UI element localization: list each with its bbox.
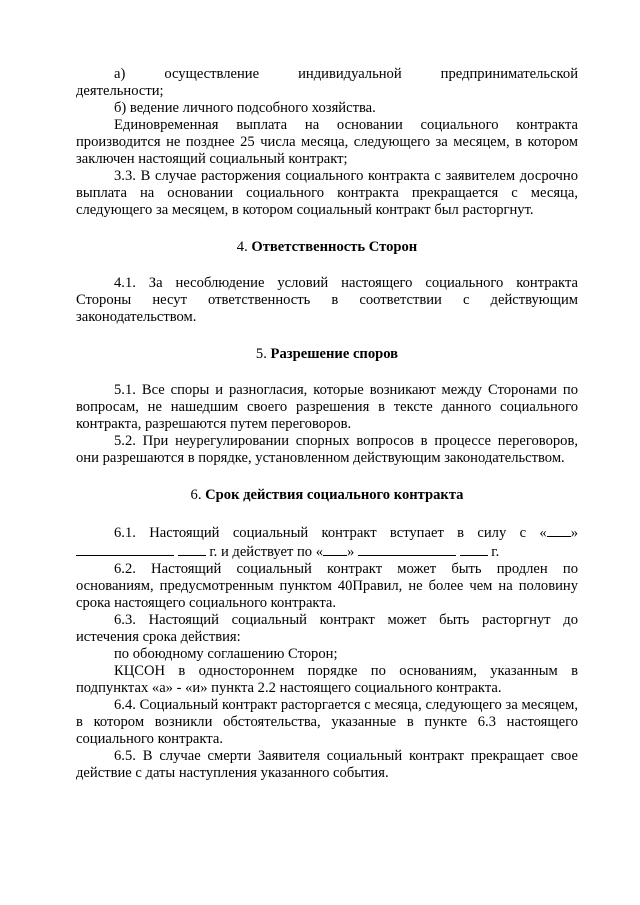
start-month-blank — [76, 542, 174, 556]
end-year-blank — [460, 542, 488, 556]
section-6-number: 6. — [190, 487, 202, 503]
p-6-1-quote-close: » — [570, 525, 578, 541]
paragraph-6-4: 6.4. Социальный контракт расторгается с месяца, следующего за месяцем, в котором возникли обстоятельства, указанные в пункте 6.3 настоящего социального контракта. — [76, 697, 578, 747]
paragraph-6-3-mutual: по обоюдному соглашению Сторон; — [114, 646, 338, 662]
section-5-title: Разрешение споров — [270, 346, 399, 362]
p-6-1-middle: г. и действует по « — [209, 544, 324, 560]
paragraph-b: б) ведение личного подсобного хозяйства. — [114, 100, 376, 116]
start-day-blank — [547, 523, 571, 537]
section-5-heading — [76, 346, 578, 363]
paragraph-lump-sum: Единовременная выплата на основании социального контракта производится не позднее 25 числа месяца, следующего за месяцем, в котором заключен настоящий социальный контракт; — [76, 117, 578, 167]
section-4-title: Ответственность Сторон — [251, 239, 418, 255]
paragraph-6-2: 6.2. Настоящий социальный контракт может быть продлен по основаниям, предусмотренным пунктом 40Правил, не более чем на половину срока настоящего социального контракта. — [76, 561, 578, 611]
paragraph-6-3-unilateral: КЦСОН в одностороннем порядке по основаниям, указанным в подпунктах «а» - «и» пункта 2.2 настоящего социального контракта. — [76, 663, 578, 696]
end-day-blank — [323, 542, 347, 556]
paragraph-5-2: 5.2. При неурегулировании спорных вопросов в процессе переговоров, они разрешаются в порядке, установленном действующим законодательством. — [76, 433, 578, 466]
paragraph-5-1: 5.1. Все споры и разногласия, которые возникают между Сторонами по вопросам, не нашедшим своего разрешения в тексте данного социального контракта, разрешаются путем переговоров. — [76, 382, 578, 432]
section-6-title: Срок действия социального контракта — [205, 487, 464, 503]
paragraph-a: а) осуществление индивидуальной предпринимательской деятельности; — [76, 66, 578, 99]
paragraph-6-1 — [76, 523, 578, 561]
paragraph-4-1: 4.1. За несоблюдение условий настоящего социального контракта Стороны несут ответственность в соответствии с действующим законодательством. — [76, 275, 578, 325]
p-6-1-start: 6.1. Настоящий социальный контракт вступает в силу с « — [114, 525, 547, 541]
paragraph-6-5: 6.5. В случае смерти Заявителя социальный контракт прекращает свое действие с даты наступления указанного события. — [76, 748, 578, 781]
paragraph-3-3: 3.3. В случае расторжения социального контракта с заявителем досрочно выплата на основании социального контракта прекращается с месяца, следующего за месяцем, в котором социальный контракт был расторгнут. — [76, 168, 578, 218]
end-month-blank — [358, 542, 456, 556]
p-6-1-quote-close-2: » — [347, 544, 355, 560]
paragraph-6-3: 6.3. Настоящий социальный контракт может быть расторгнут до истечения срока действия: — [76, 612, 578, 645]
section-4-heading — [76, 239, 578, 256]
p-6-1-end: г. — [491, 544, 500, 560]
section-5-number: 5. — [255, 346, 267, 362]
section-4-number: 4. — [236, 239, 248, 255]
section-6-heading — [76, 487, 578, 504]
start-year-blank — [178, 542, 206, 556]
document-page — [76, 66, 578, 782]
